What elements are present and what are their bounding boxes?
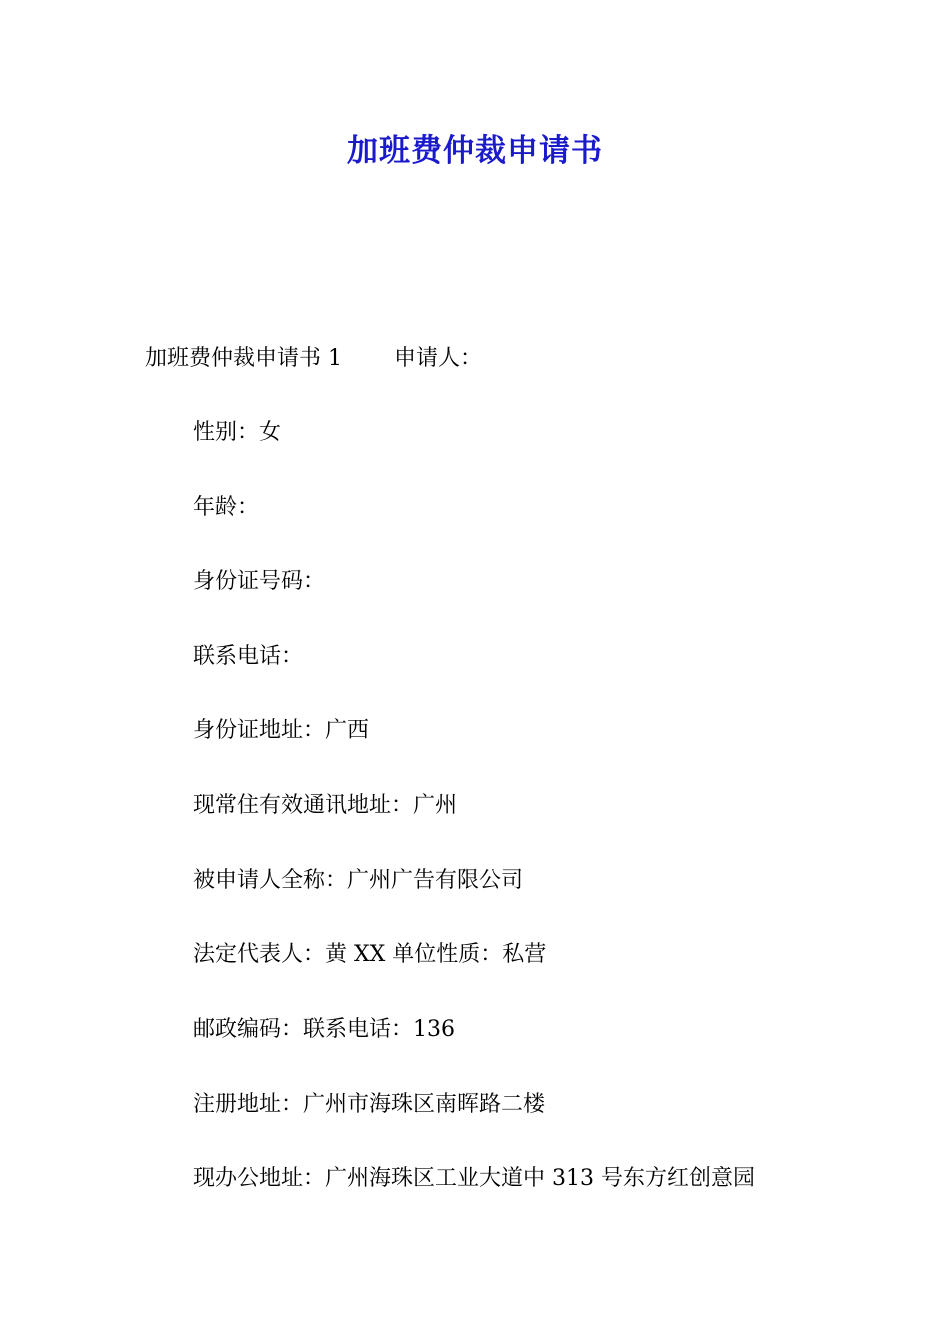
field-respondent-name: 被申请人全称：广州广告有限公司 xyxy=(193,868,524,893)
intro-heading: 加班费仲裁申请书 1 xyxy=(145,346,342,371)
document-title: 加班费仲裁申请书 xyxy=(347,133,603,169)
field-age: 年龄： xyxy=(193,495,260,520)
field-id-number: 身份证号码： xyxy=(193,569,326,594)
applicant-label: 申请人： xyxy=(394,346,483,371)
field-mailing-address: 现常住有效通讯地址：广州 xyxy=(193,793,458,818)
field-gender: 性别：女 xyxy=(193,420,282,445)
field-registered-address: 注册地址：广州市海珠区南晖路二楼 xyxy=(193,1092,546,1117)
field-postal-code-phone: 邮政编码：联系电话：136 xyxy=(193,1017,455,1042)
intro-line xyxy=(145,344,482,374)
field-id-address: 身份证地址：广西 xyxy=(193,718,370,743)
field-office-address: 现办公地址：广州海珠区工业大道中 313 号东方红创意园 xyxy=(193,1166,755,1191)
field-legal-representative: 法定代表人：黄 XX 单位性质：私营 xyxy=(193,942,547,967)
field-phone: 联系电话： xyxy=(193,644,304,669)
